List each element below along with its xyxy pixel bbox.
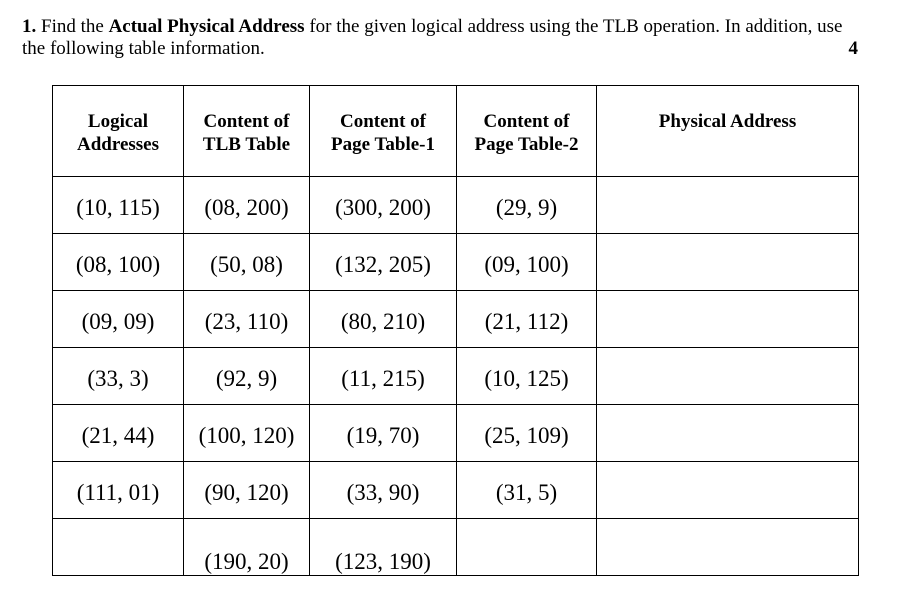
table-row — [53, 519, 859, 576]
cell-page-table-1: (132, 205) — [310, 234, 457, 291]
cell-page-table-1: (19, 70) — [310, 405, 457, 462]
cell-tlb: (23, 110) — [184, 291, 310, 348]
question-bold-term: Actual Physical Address — [108, 16, 305, 37]
cell-tlb: (50, 08) — [184, 234, 310, 291]
header-row — [53, 86, 859, 177]
table-row — [53, 405, 859, 462]
cell-page-table-2: (29, 9) — [457, 177, 597, 234]
table-row — [53, 348, 859, 405]
cell-page-table-1: (11, 215) — [310, 348, 457, 405]
question-number: 1. — [22, 16, 37, 37]
header-page-table-2: Content of Page Table-2 — [457, 86, 597, 177]
address-table — [52, 85, 859, 576]
cell-tlb: (08, 200) — [184, 177, 310, 234]
cell-page-table-1: (80, 210) — [310, 291, 457, 348]
cell-logical-address — [53, 519, 184, 576]
table-row — [53, 177, 859, 234]
cell-tlb: (92, 9) — [184, 348, 310, 405]
cell-physical-address — [597, 291, 859, 348]
cell-physical-address — [597, 519, 859, 576]
cell-physical-address — [597, 405, 859, 462]
cell-physical-address — [597, 462, 859, 519]
question-text-part-1: Find the — [36, 16, 109, 37]
cell-tlb: (190, 20) — [184, 519, 310, 576]
cell-logical-address: (33, 3) — [53, 348, 184, 405]
cell-page-table-2: (09, 100) — [457, 234, 597, 291]
cell-page-table-2: (31, 5) — [457, 462, 597, 519]
header-page-table-1: Content of Page Table-1 — [310, 86, 457, 177]
cell-page-table-2: (10, 125) — [457, 348, 597, 405]
header-tlb-table: Content of TLB Table — [184, 86, 310, 177]
table-row — [53, 234, 859, 291]
header-logical-addresses: Logical Addresses — [53, 86, 184, 177]
cell-tlb: (90, 120) — [184, 462, 310, 519]
cell-physical-address — [597, 234, 859, 291]
cell-page-table-2 — [457, 519, 597, 576]
cell-logical-address: (09, 09) — [53, 291, 184, 348]
marks-label: 4 — [848, 38, 858, 59]
cell-page-table-1: (123, 190) — [310, 519, 457, 576]
cell-page-table-1: (300, 200) — [310, 177, 457, 234]
cell-logical-address: (08, 100) — [53, 234, 184, 291]
cell-page-table-1: (33, 90) — [310, 462, 457, 519]
cell-physical-address — [597, 348, 859, 405]
table-row — [53, 462, 859, 519]
question-text-part-2: for the given logical address using the TLB operation. In addition, use the following table information. — [22, 16, 843, 59]
cell-page-table-2: (21, 112) — [457, 291, 597, 348]
cell-tlb: (100, 120) — [184, 405, 310, 462]
cell-logical-address: (10, 115) — [53, 177, 184, 234]
cell-physical-address — [597, 177, 859, 234]
cell-logical-address: (111, 01) — [53, 462, 184, 519]
question-text — [22, 16, 858, 60]
header-physical-address: Physical Address — [597, 86, 859, 177]
table-row — [53, 291, 859, 348]
cell-page-table-2: (25, 109) — [457, 405, 597, 462]
cell-logical-address: (21, 44) — [53, 405, 184, 462]
